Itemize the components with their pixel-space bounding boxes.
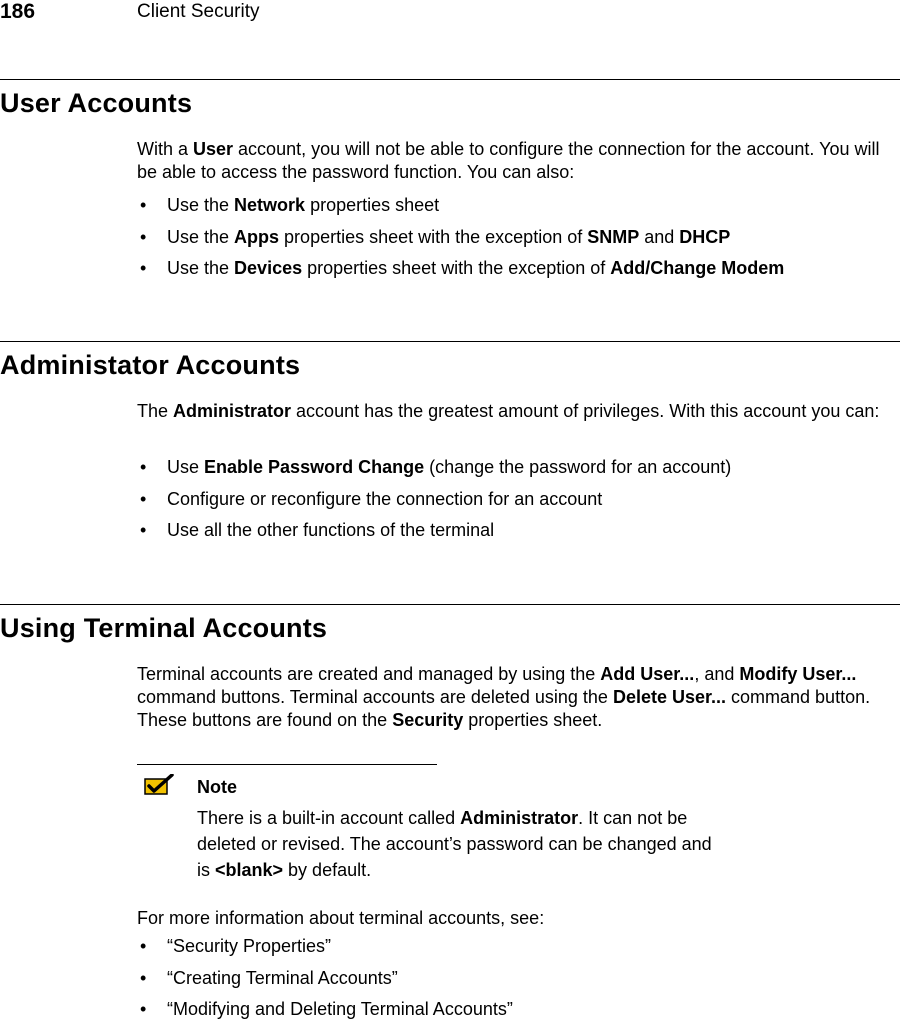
section-heading-administrator-accounts: Administator Accounts <box>0 350 301 380</box>
text-run: properties sheet with the exception of <box>302 258 611 278</box>
bullet-glyph: • <box>140 967 147 988</box>
bold-term: Administrator <box>173 401 292 421</box>
text-run: Use the <box>167 226 235 247</box>
note-divider <box>137 764 437 765</box>
bullet-glyph: • <box>140 457 147 477</box>
note-body <box>197 805 717 883</box>
administrator-accounts-intro <box>137 400 899 423</box>
list-item <box>137 519 899 551</box>
text-run: Use the <box>167 258 235 278</box>
section-heading-terminal-accounts: Using Terminal Accounts <box>0 613 328 643</box>
page-number: 186 <box>0 0 36 23</box>
bold-term: Enable Password Change <box>204 457 425 477</box>
text-run: account, you will not be able to configure the connection for the account. You will be able to access the password function. You can also: <box>137 139 880 182</box>
bold-term: Devices <box>234 258 303 278</box>
text-run: by default. <box>283 860 372 880</box>
bold-term: Network <box>234 195 306 215</box>
text-run: The <box>137 401 174 421</box>
text-run: There is a built-in account called <box>197 808 461 828</box>
text-run: “Security Properties” <box>167 936 332 956</box>
text-run: Terminal accounts are created and managed by using the <box>137 664 601 684</box>
bold-term: <blank> <box>215 860 284 880</box>
see-also-list <box>137 935 899 1030</box>
bullet-glyph: • <box>140 226 147 247</box>
bold-term: Administrator <box>460 808 579 828</box>
bold-term: Modify User... <box>739 664 857 684</box>
section-divider <box>0 604 900 605</box>
bold-term: Security <box>392 710 464 730</box>
text-run: . It can not be deleted or revised. The account’s password can be changed and is <box>197 808 712 880</box>
bold-term: Add/Change Modem <box>610 258 785 278</box>
list-item <box>137 226 899 258</box>
list-item <box>137 998 899 1030</box>
text-run: Use <box>167 457 205 477</box>
bold-term: Apps <box>234 226 280 247</box>
list-item <box>137 257 899 289</box>
text-run: command buttons. Terminal accounts are deleted using the <box>137 687 613 707</box>
section-divider <box>0 341 900 342</box>
text-run: and <box>639 226 680 247</box>
bold-term: Delete User... <box>612 687 727 707</box>
bullet-glyph: • <box>140 258 147 278</box>
text-run: , and <box>694 664 740 684</box>
bullet-glyph: • <box>140 936 147 956</box>
bold-term: DHCP <box>679 226 731 247</box>
text-run: “Modifying and Deleting Terminal Accounts” <box>167 999 513 1019</box>
text-run: “Creating Terminal Accounts” <box>167 967 398 988</box>
list-item <box>137 194 899 226</box>
section-divider <box>0 79 900 80</box>
running-title: Client Security <box>137 1 260 22</box>
page-header <box>0 0 900 26</box>
note-label: Note <box>197 777 237 797</box>
section-heading-user-accounts: User Accounts <box>0 88 193 118</box>
text-run: properties sheet <box>305 195 440 215</box>
text-run: Configure or reconfigure the connection for an account <box>167 488 603 509</box>
text-run: Use the <box>167 195 235 215</box>
bold-term: User <box>193 139 234 159</box>
text-run: Use all the other functions of the terminal <box>167 520 495 540</box>
user-accounts-intro <box>137 138 899 184</box>
bullet-glyph: • <box>140 520 147 540</box>
administrator-accounts-bullet-list <box>137 456 899 551</box>
list-item <box>137 935 899 967</box>
text-run: properties sheet. <box>463 710 603 730</box>
bold-term: Add User... <box>600 664 695 684</box>
list-item <box>137 967 899 999</box>
more-info-text: For more information about terminal accounts, see: <box>137 908 545 928</box>
terminal-accounts-intro <box>137 663 899 732</box>
bold-term: SNMP <box>587 226 640 247</box>
user-accounts-bullet-list <box>137 194 899 289</box>
text-run: (change the password for an account) <box>424 457 732 477</box>
list-item <box>137 456 899 488</box>
text-run: With a <box>137 139 194 159</box>
checkmark-icon <box>144 774 174 796</box>
bullet-glyph: • <box>140 488 147 509</box>
text-run: properties sheet with the exception of <box>279 226 588 247</box>
bullet-glyph: • <box>140 999 147 1019</box>
text-run: command button. These buttons are found on the <box>137 687 871 730</box>
list-item <box>137 488 899 520</box>
bullet-glyph: • <box>140 195 147 215</box>
text-run: account has the greatest amount of privileges. With this account you can: <box>291 401 880 421</box>
